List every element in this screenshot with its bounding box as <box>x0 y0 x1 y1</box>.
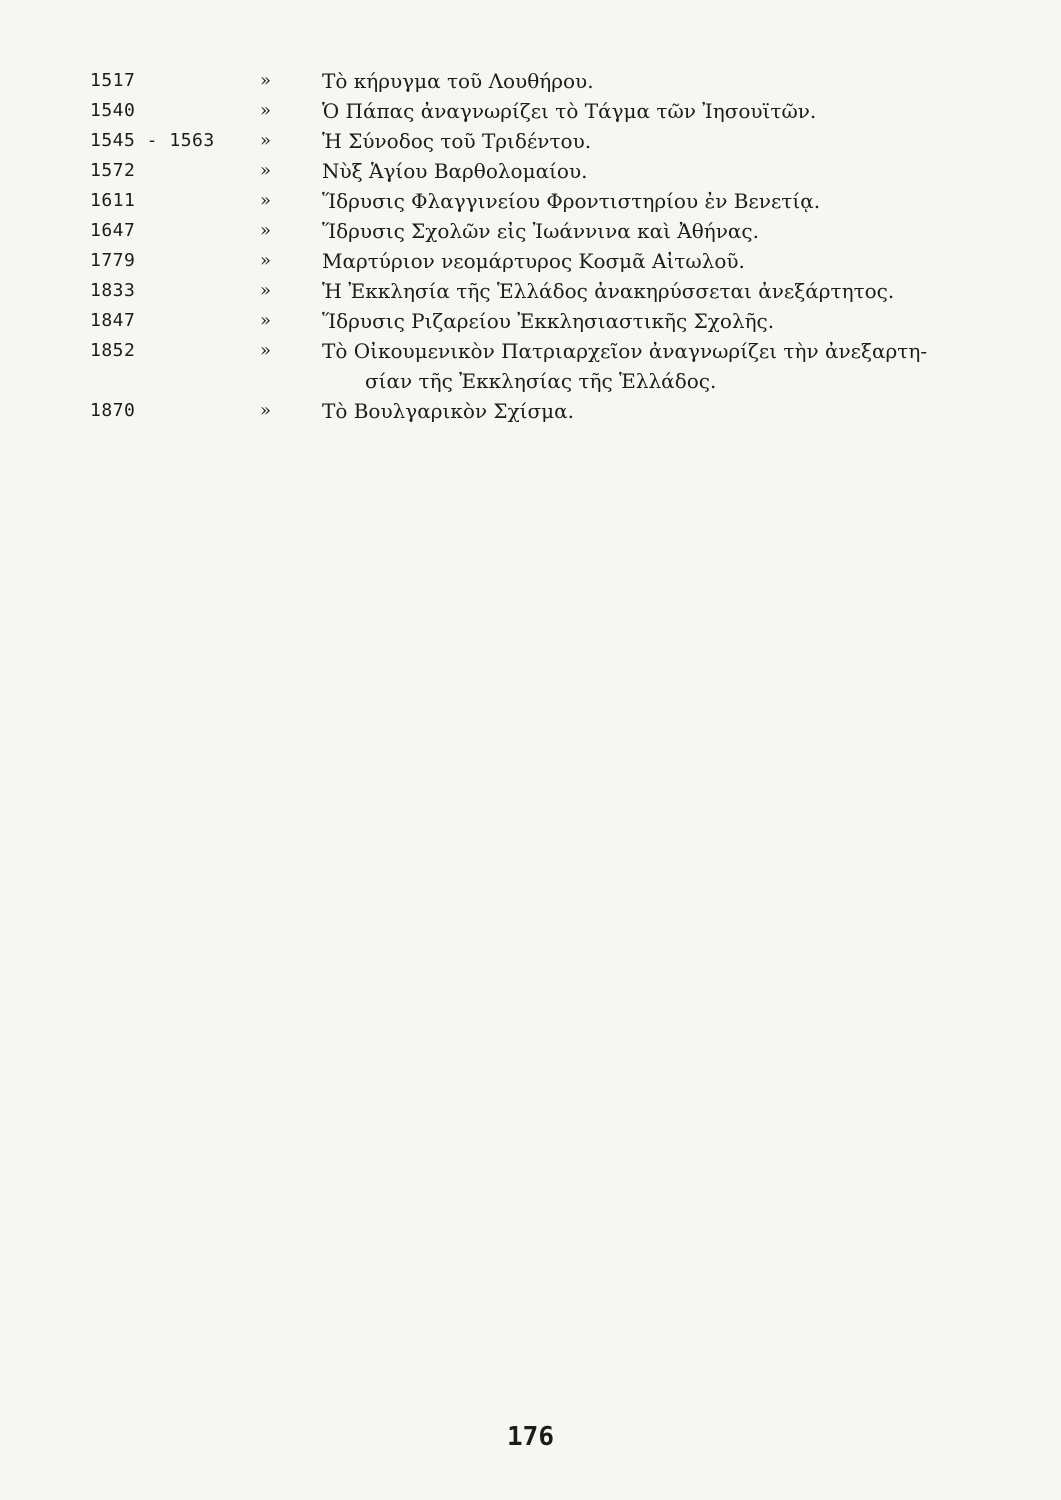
event-text: Τὸ κήρυγμα τοῦ Λουθήρου. <box>322 69 594 93</box>
event-text <box>322 336 990 396</box>
year: 1779 <box>90 250 136 271</box>
event-text: Νὺξ Ἁγίου Βαρθολομαίου. <box>322 159 588 183</box>
year: 1540 <box>90 100 136 121</box>
ditto-mark: » <box>260 70 272 91</box>
event-text: Ἵδρυσις Ριζαρείου Ἐκκλησιαστικῆς Σχολῆς. <box>322 309 775 333</box>
event-text-continuation: σίαν τῆς Ἐκκλησίας τῆς Ἑλλάδος. <box>365 369 717 393</box>
event-text-line: Τὸ Οἰκουμενικὸν Πατριαρχεῖον ἀναγνωρίζει τὴν ἀνεξαρτη- <box>322 339 928 363</box>
year: 1572 <box>90 160 136 181</box>
chronology-row <box>90 66 990 96</box>
ditto-mark: » <box>260 130 272 151</box>
ditto-mark: » <box>260 160 272 181</box>
chronology-row <box>90 336 990 396</box>
chronology-row <box>90 276 990 306</box>
chronology-row <box>90 216 990 246</box>
chronology-row <box>90 126 990 156</box>
ditto-mark: » <box>260 190 272 211</box>
year: 1870 <box>90 400 136 421</box>
year: 1847 <box>90 310 136 331</box>
year: 1833 <box>90 280 136 301</box>
chronology-row <box>90 156 990 186</box>
event-text: Μαρτύριον νεομάρτυρος Κοσμᾶ Αἰτωλοῦ. <box>322 249 745 273</box>
ditto-mark: » <box>260 310 272 331</box>
event-text: Ἡ Ἐκκλησία τῆς Ἑλλάδος ἀνακηρύσσεται ἀνεξάρτητος. <box>322 279 895 303</box>
year: 1611 <box>90 190 136 211</box>
chronology-row <box>90 96 990 126</box>
ditto-mark: » <box>260 400 272 421</box>
page-number: 176 <box>507 1422 554 1452</box>
ditto-mark: » <box>260 340 272 361</box>
year: 1545 - 1563 <box>90 130 215 151</box>
year: 1647 <box>90 220 136 241</box>
event-text: Ἡ Σύνοδος τοῦ Τριδέντου. <box>322 129 592 153</box>
event-text: Ἵδρυσις Σχολῶν εἰς Ἰωάννινα καὶ Ἀθήνας. <box>322 219 759 243</box>
event-text: Ὁ Πάπας ἀναγνωρίζει τὸ Τάγμα τῶν Ἰησουϊτῶν. <box>322 99 817 123</box>
chronology-row <box>90 306 990 336</box>
ditto-mark: » <box>260 220 272 241</box>
chronology-row <box>90 396 990 426</box>
chronology-list <box>90 66 990 426</box>
year: 1517 <box>90 70 136 91</box>
chronology-row <box>90 246 990 276</box>
ditto-mark: » <box>260 280 272 301</box>
ditto-mark: » <box>260 100 272 121</box>
ditto-mark: » <box>260 250 272 271</box>
year: 1852 <box>90 340 136 361</box>
event-text: Τὸ Βουλγαρικὸν Σχίσμα. <box>322 399 575 423</box>
event-text: Ἵδρυσις Φλαγγινείου Φροντιστηρίου ἐν Βενετίᾳ. <box>322 189 821 213</box>
chronology-row <box>90 186 990 216</box>
